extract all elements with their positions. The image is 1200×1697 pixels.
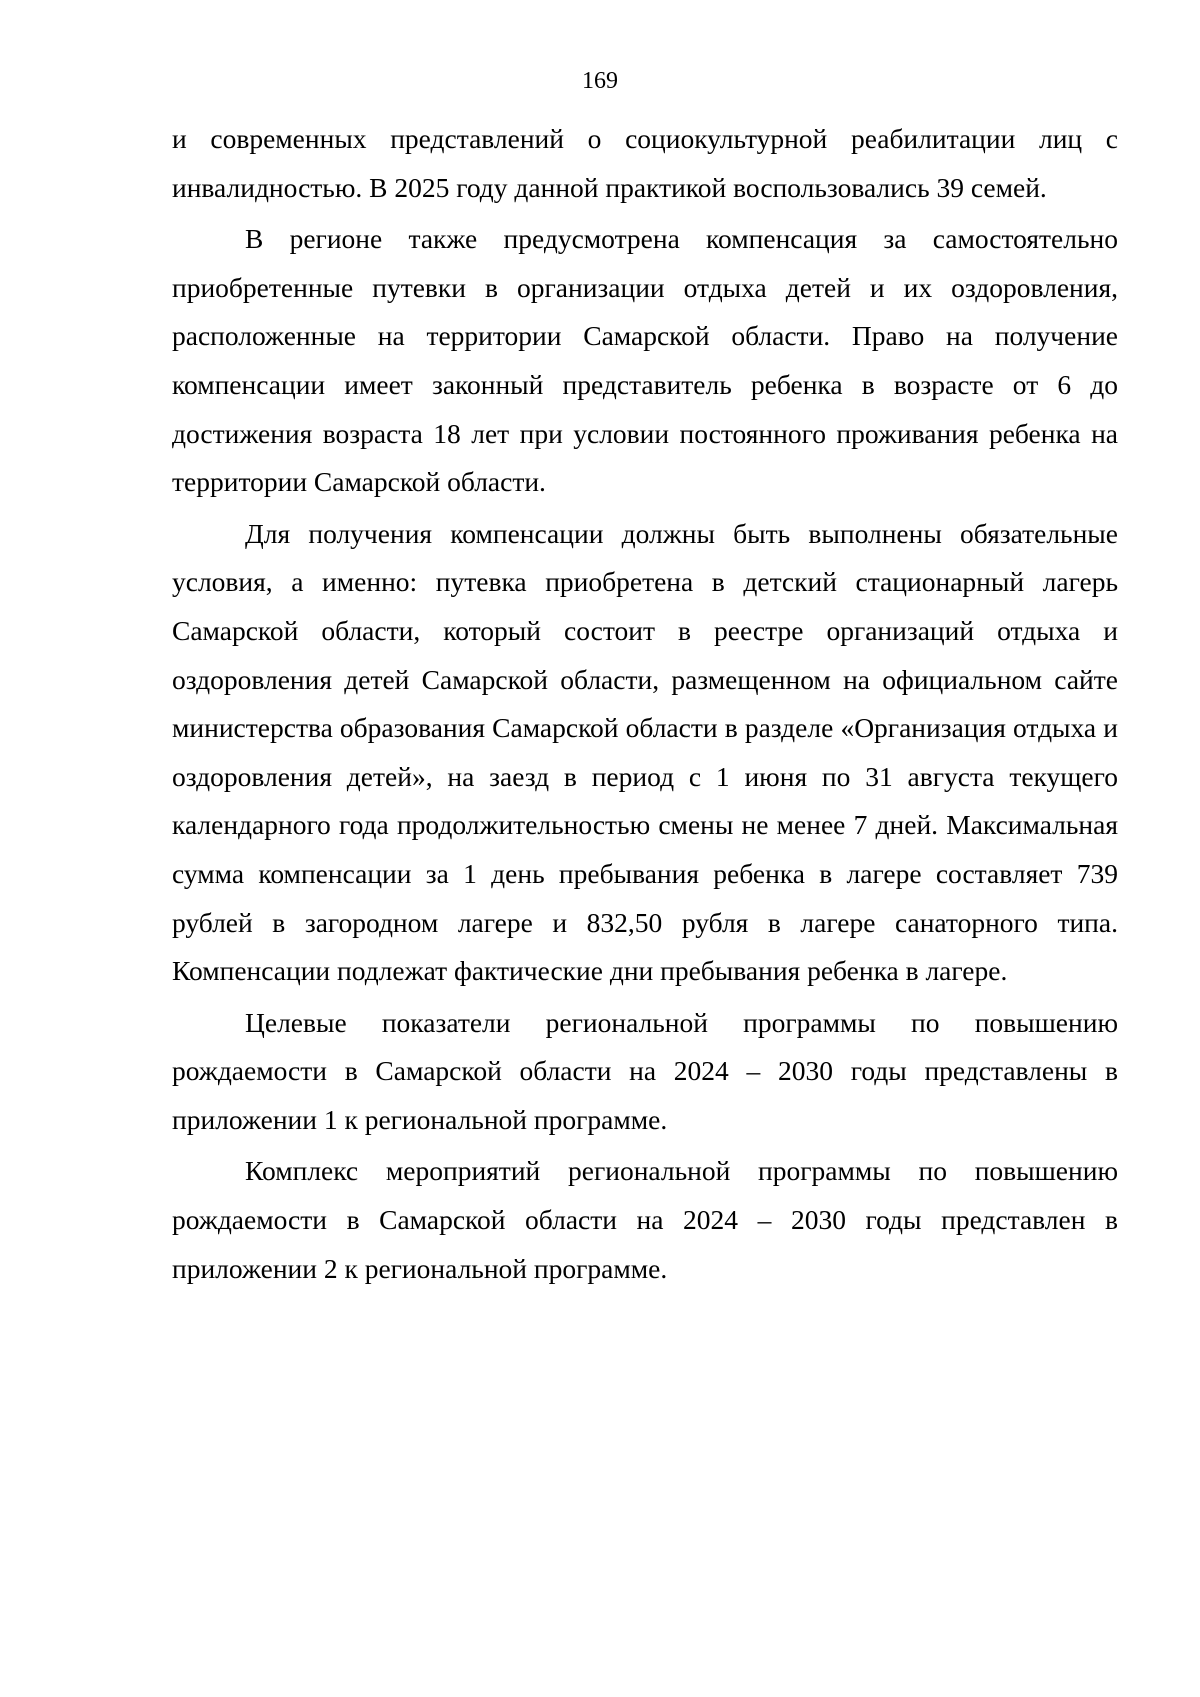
document-body [172, 115, 1118, 1293]
paragraph-compensation: В регионе также предусмотрена компенсация за самостоятельно приобретенные путевки в организации отдыха детей и их оздоровления, расположенные на территории Самарской области. Право на получение компенсации имеет законный представитель ребенка в возрасте от 6 до достижения возраста 18 лет при условии постоянного проживания ребенка на территории Самарской области. [172, 223, 1118, 498]
paragraph-conditions: Для получения компенсации должны быть выполнены обязательные условия, а именно: путевка приобретена в детский стационарный лагерь Самарской области, который состоит в реестре организаций отдыха и оздоровления детей Самарской области, размещенном на официальном сайте министерства образования Самарской области в разделе «Организация отдыха и оздоровления детей», на заезд в период с 1 июня по 31 августа текущего календарного года продолжительностью смены не менее 7 дней. Максимальная сумма компенсации за 1 день пребывания ребенка в лагере составляет 739 рублей в загородном лагере и 832,50 рубля в лагере санаторного типа. Компенсации подлежат фактические дни пребывания ребенка в лагере. [172, 517, 1118, 987]
page-number: 169 [582, 68, 618, 94]
paragraph-target-indicators: Целевые показатели региональной программы по повышению рождаемости в Самарской области на 2024 – 2030 годы представлены в приложении 1 к региональной программе. [172, 1006, 1118, 1135]
paragraph-activities: Комплекс мероприятий региональной программы по повышению рождаемости в Самарской области на 2024 – 2030 годы представлен в приложении 2 к региональной программе. [172, 1155, 1118, 1284]
paragraph-continuation: и современных представлений о социокультурной реабилитации лиц с инвалидностью. В 2025 году данной практикой воспользовались 39 семей. [172, 123, 1118, 203]
